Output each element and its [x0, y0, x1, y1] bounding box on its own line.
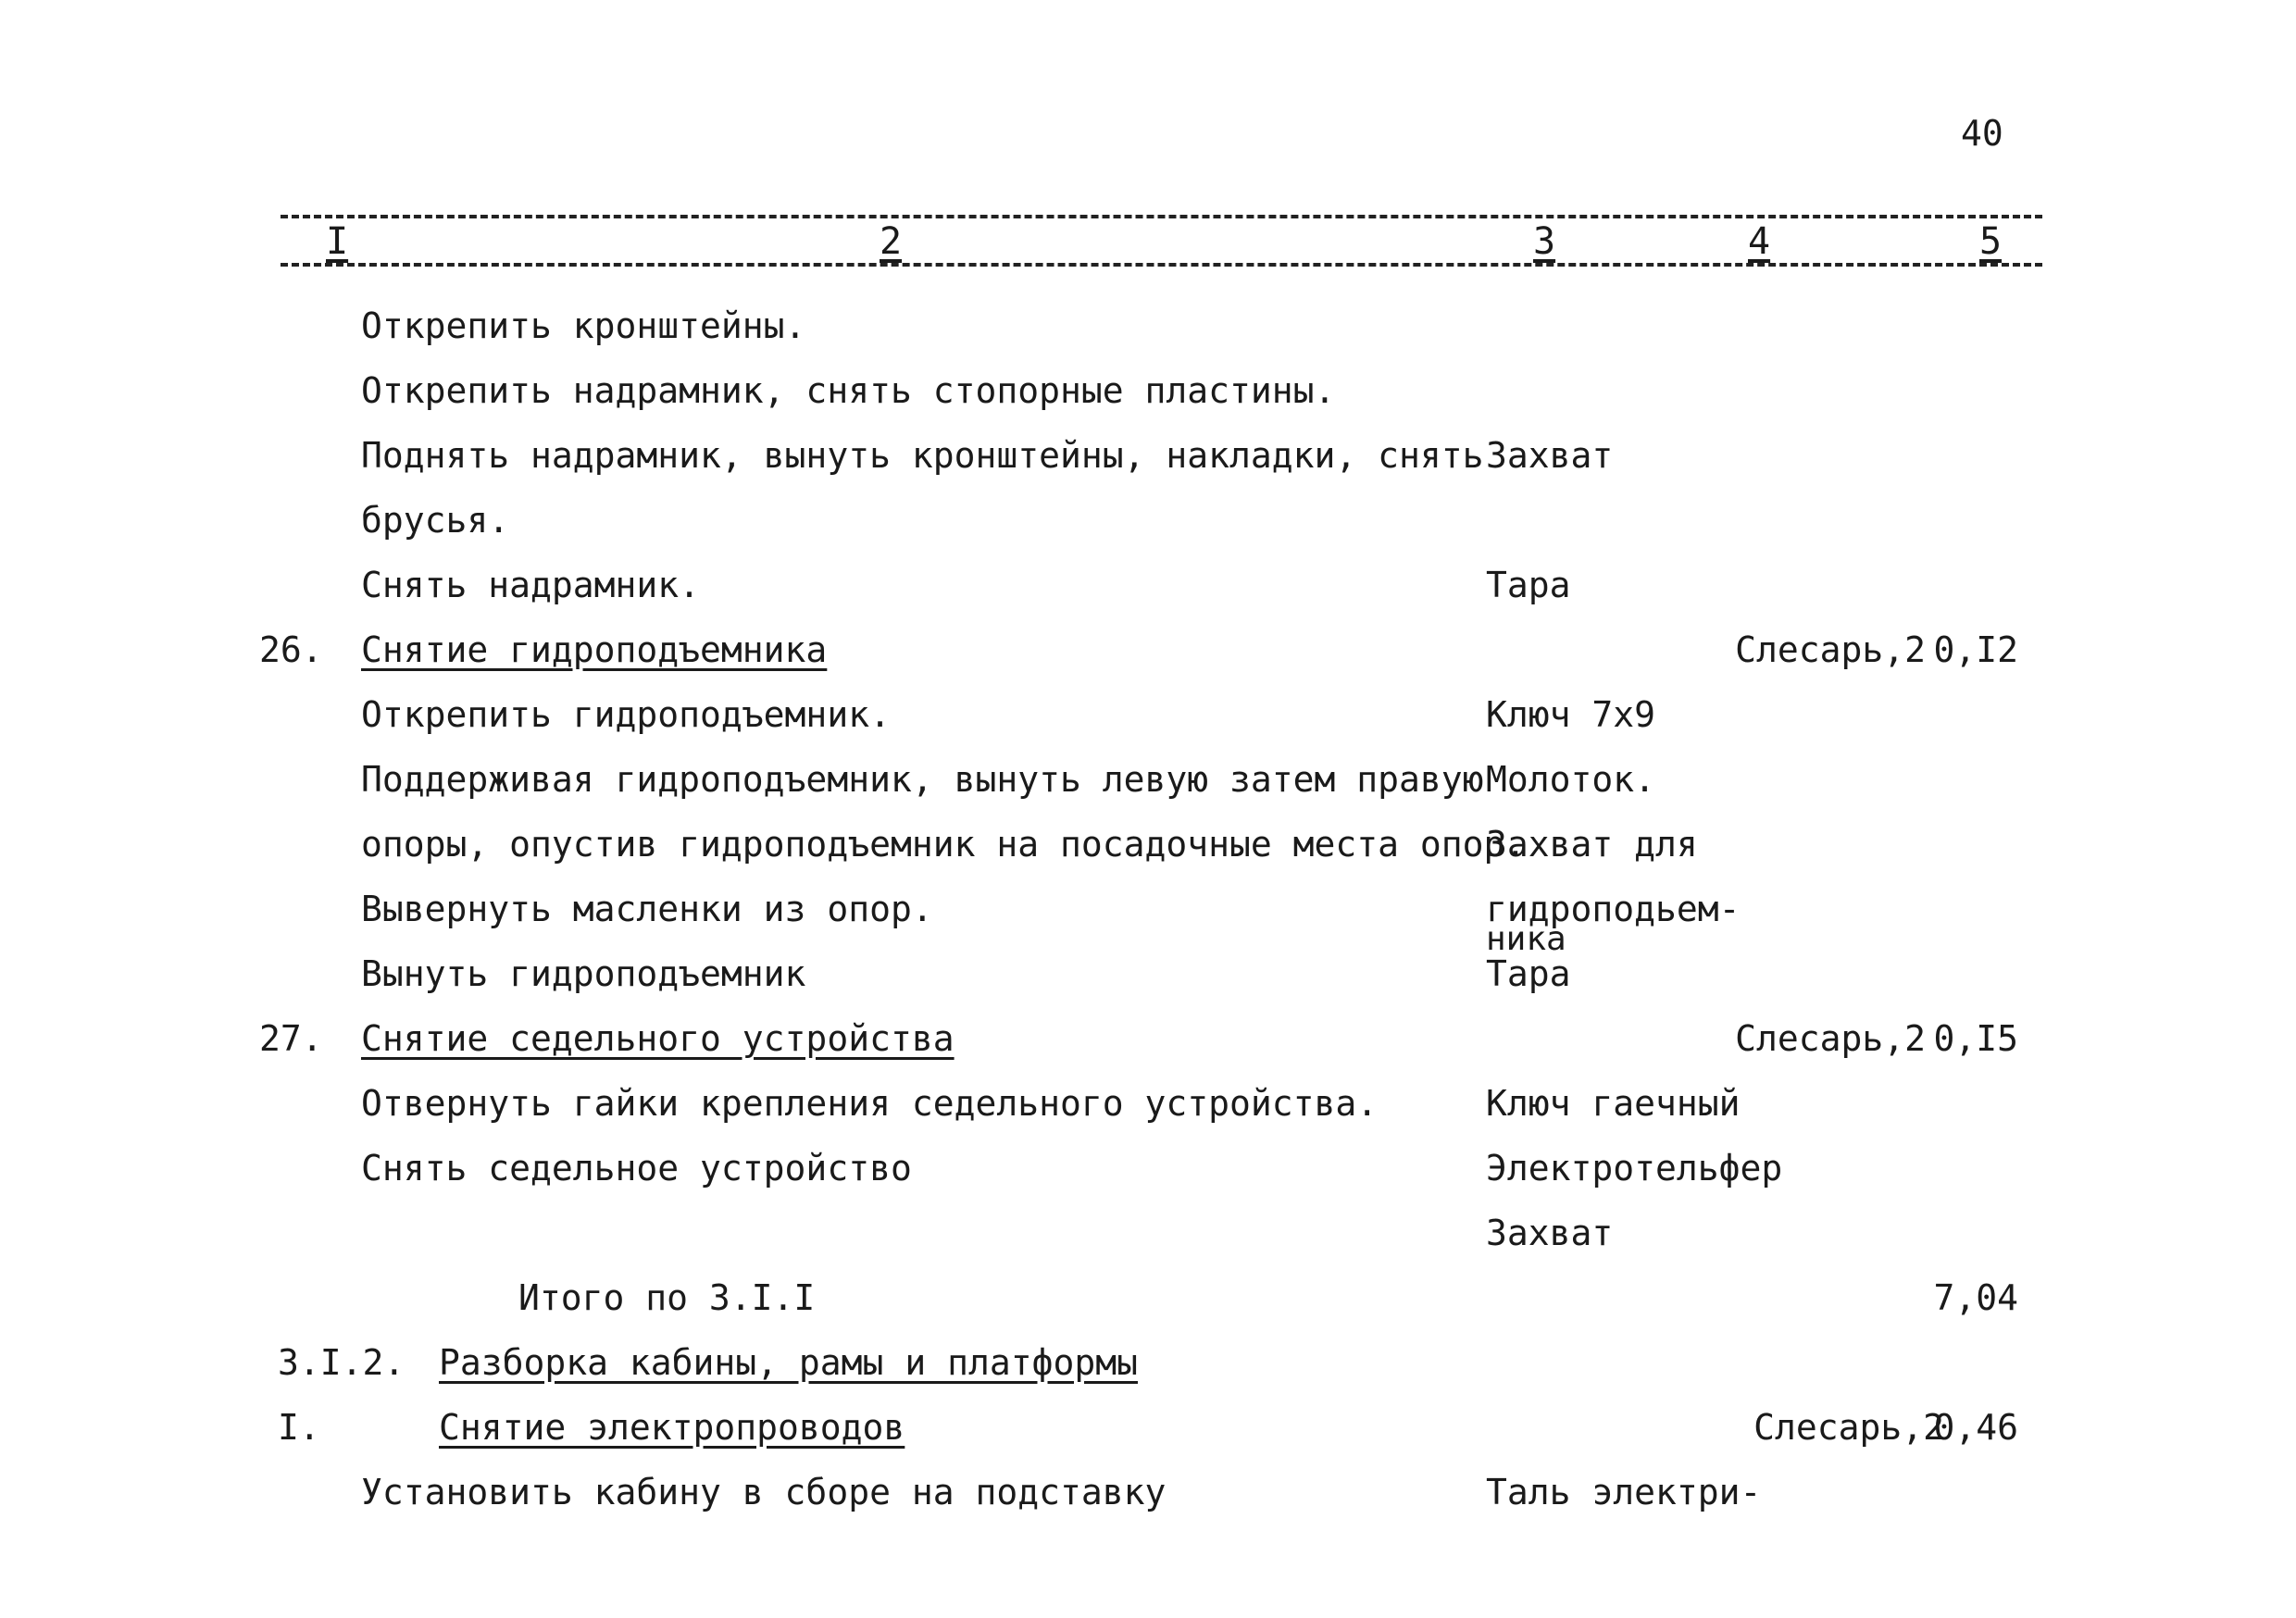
page-number: 40: [1961, 113, 2003, 154]
worker-cell: Слесарь,2: [1735, 629, 1926, 670]
tool-cell: ника: [1486, 920, 1566, 958]
operation-step: опоры, опустив гидроподъемник на посадочные места опор.: [361, 824, 1527, 865]
operation-step: Вынуть гидроподъемник: [361, 953, 806, 994]
time-norm-cell: 0,46: [1933, 1407, 2018, 1448]
tool-cell: Ключ гаечный: [1486, 1083, 1741, 1124]
operation-step: Открепить гидроподъемник.: [361, 694, 891, 735]
column-number-5: 5: [1974, 220, 2007, 263]
tool-cell: Захват для: [1486, 824, 1698, 865]
operation-step: Вывернуть масленки из опор.: [361, 889, 933, 929]
tool-cell: гидроподьем-: [1486, 889, 1741, 929]
tool-cell: Тара: [1486, 565, 1571, 605]
operation-title: Снятие гидроподъемника: [361, 629, 828, 670]
subtotal-value: 7,04: [1933, 1277, 2018, 1318]
column-number-4: 4: [1742, 220, 1776, 263]
table-header-top-rule: [281, 215, 2042, 218]
operation-step: Снять надрамник.: [361, 565, 701, 605]
tool-cell: Захват: [1486, 1213, 1614, 1253]
operation-step: Установить кабину в сборе на подставку: [361, 1472, 1167, 1512]
operation-step: Открепить кронштейны.: [361, 305, 806, 346]
operation-number: I.: [278, 1407, 320, 1448]
time-norm-cell: 0,I5: [1933, 1018, 2018, 1059]
tool-cell: Тара: [1486, 953, 1571, 994]
operation-step: Отвернуть гайки крепления седельного устройства.: [361, 1083, 1379, 1124]
time-norm-cell: 0,I2: [1933, 629, 2018, 670]
operation-step: Открепить надрамник, снять стопорные пластины.: [361, 370, 1336, 411]
column-number-3: 3: [1528, 220, 1561, 263]
table-header-bottom-rule: [281, 263, 2042, 267]
column-number-2: 2: [874, 220, 907, 263]
worker-cell: Слесарь,2: [1735, 1018, 1926, 1059]
tool-cell: Молоток.: [1486, 759, 1656, 800]
section-title: Разборка кабины, рамы и платформы: [439, 1342, 1138, 1383]
column-number-1: I: [320, 220, 354, 263]
tool-cell: Электротельфер: [1486, 1148, 1783, 1189]
operation-step: брусья.: [361, 500, 510, 541]
operation-number: 27.: [259, 1018, 323, 1059]
tool-cell: Захват: [1486, 435, 1614, 476]
operation-step: Поднять надрамник, вынуть кронштейны, накладки, снять: [361, 435, 1484, 476]
operation-title: Снятие электропроводов: [439, 1407, 905, 1448]
operation-title: Снятие седельного устройства: [361, 1018, 955, 1059]
section-number: 3.I.2.: [278, 1342, 406, 1383]
subtotal-label: Итого по 3.I.I: [518, 1277, 816, 1318]
operation-step: Поддерживая гидроподъемник, вынуть левую затем правую: [361, 759, 1484, 800]
operation-step: Снять седельное устройство: [361, 1148, 912, 1189]
tool-cell: Ключ 7х9: [1486, 694, 1656, 735]
operation-number: 26.: [259, 629, 323, 670]
worker-cell: Слесарь,2: [1753, 1407, 1944, 1448]
tool-cell: Таль электри-: [1486, 1472, 1762, 1512]
